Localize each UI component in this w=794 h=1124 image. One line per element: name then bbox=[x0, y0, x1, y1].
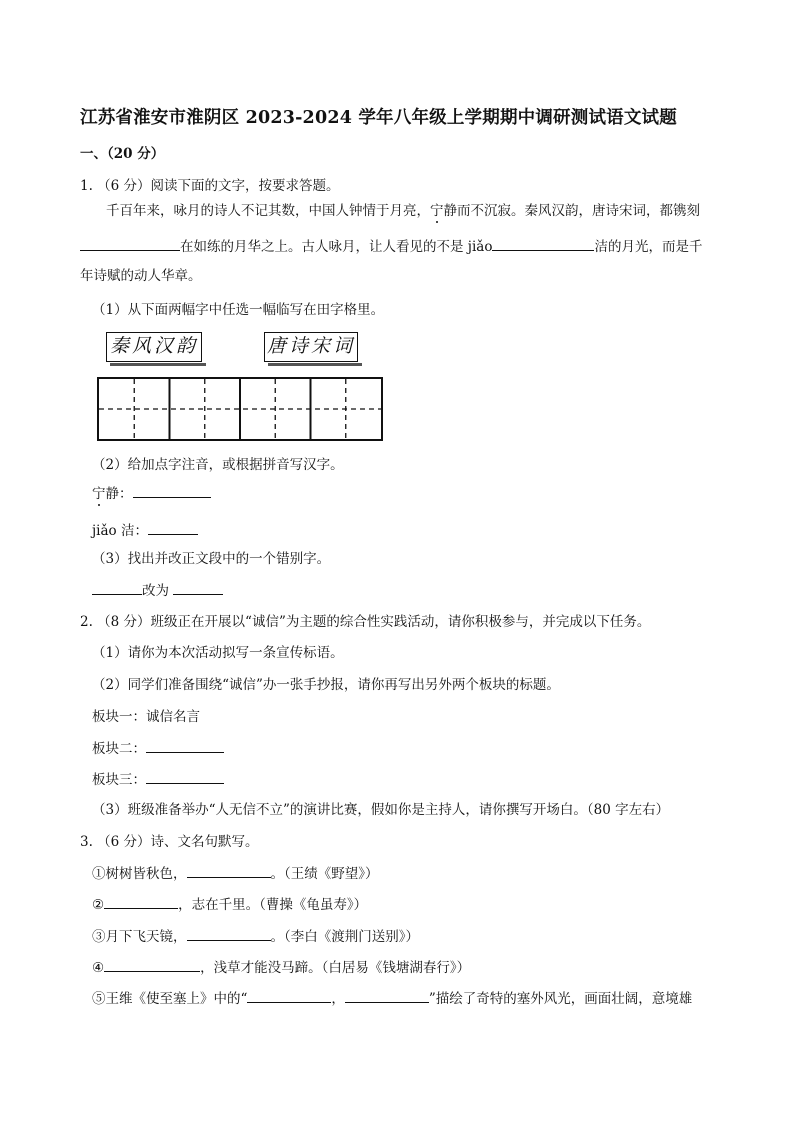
section-heading: 一、（20 分） bbox=[80, 146, 165, 162]
q1-heading: 1. （6 分）阅读下面的文字，按要求答题。 bbox=[80, 178, 340, 194]
calligraphy-text: 唐诗宋词 bbox=[266, 335, 355, 357]
q1-passage-text: 在如练的月华之上。古人咏月，让人看见的不是 jiǎo bbox=[180, 239, 493, 255]
answer-blank[interactable] bbox=[148, 522, 198, 535]
calligraphy-text: 秦风汉韵 bbox=[109, 335, 198, 357]
answer-blank[interactable] bbox=[80, 238, 180, 251]
q1-ning-line bbox=[92, 485, 211, 502]
dotted-char: 宁 bbox=[92, 486, 106, 502]
q3-text: ①树树皆秋色， bbox=[92, 866, 187, 882]
q3-line2 bbox=[92, 896, 367, 913]
q3-line4 bbox=[92, 959, 470, 976]
q1-passage-line3: 年诗赋的动人华章。 bbox=[80, 268, 202, 284]
answer-blank[interactable] bbox=[187, 928, 271, 941]
q3-line3 bbox=[92, 928, 419, 945]
q3-text: ③月下飞天镜， bbox=[92, 929, 187, 945]
answer-blank[interactable] bbox=[247, 990, 331, 1003]
dotted-char: 宁 bbox=[430, 203, 444, 219]
q1-passage-text: 静而不沉寂。秦风汉韵，唐诗宋词，都镌刻 bbox=[443, 203, 700, 219]
tianzige-lines bbox=[99, 379, 381, 439]
q1-sub2: （2）给加点字注音，或根据拼音写汉字。 bbox=[92, 457, 344, 473]
q3-text: ④ bbox=[92, 960, 105, 976]
q2-sub2: （2）同学们准备围绕“诚信”办一张手抄报，请你再写出另外两个板块的标题。 bbox=[92, 677, 560, 693]
answer-blank[interactable] bbox=[104, 959, 200, 972]
q1-passage-text: 洁的月光，而是千 bbox=[594, 239, 703, 255]
answer-blank[interactable] bbox=[146, 740, 224, 753]
q3-text: ， bbox=[331, 991, 345, 1007]
answer-blank[interactable] bbox=[187, 865, 271, 878]
q3-text: ⑤王维《使至塞上》中的“ bbox=[92, 991, 248, 1007]
answer-blank[interactable] bbox=[173, 582, 223, 595]
calligraphy-sample-2 bbox=[264, 332, 358, 362]
q2-block1: 板块一：诚信名言 bbox=[92, 709, 200, 725]
block3-label: 板块三： bbox=[92, 772, 146, 788]
tianzige-grid[interactable] bbox=[97, 377, 383, 441]
q1-correction-line bbox=[92, 582, 223, 599]
ning-label: 静： bbox=[105, 486, 133, 502]
q3-text: ，志在千里。（曹操《龟虽寿》） bbox=[178, 897, 368, 913]
answer-blank[interactable] bbox=[104, 896, 178, 909]
q3-text: ”描绘了奇特的塞外风光，画面壮阔，意境雄 bbox=[428, 991, 693, 1007]
q2-block3-line bbox=[92, 771, 224, 788]
answer-blank[interactable] bbox=[146, 771, 224, 784]
q1-sub1: （1）从下面两幅字中任选一幅临写在田字格里。 bbox=[92, 302, 385, 318]
answer-blank[interactable] bbox=[492, 238, 594, 251]
q1-jiao-line bbox=[92, 522, 198, 539]
q3-text: ② bbox=[92, 897, 105, 913]
q3-line5 bbox=[92, 990, 692, 1007]
q1-passage-line2 bbox=[80, 238, 702, 255]
q2-block2-line bbox=[92, 740, 224, 757]
q3-text: 。（李白《渡荆门送别》） bbox=[270, 929, 419, 945]
q3-heading: 3. （6 分）诗、文名句默写。 bbox=[80, 834, 259, 850]
q2-sub1: （1）请你为本次活动拟写一条宣传标语。 bbox=[92, 645, 344, 661]
q3-line1 bbox=[92, 865, 379, 882]
answer-blank[interactable] bbox=[133, 485, 211, 498]
q1-passage-text: 千百年来，咏月的诗人不记其数，中国人钟情于月亮， bbox=[106, 203, 430, 219]
correction-label: 改为 bbox=[142, 583, 169, 599]
block2-label: 板块二： bbox=[92, 741, 146, 757]
answer-blank[interactable] bbox=[92, 582, 142, 595]
q1-sub3: （3）找出并改正文段中的一个错别字。 bbox=[92, 551, 331, 567]
page-title: 江苏省淮安市淮阴区 2023-2024 学年八年级上学期期中调研测试语文试题 bbox=[80, 108, 677, 128]
jiao-label: jiǎo 洁： bbox=[92, 523, 148, 539]
q1-passage-line1 bbox=[106, 203, 700, 219]
q3-text: ，浅草才能没马蹄。（白居易《钱塘湖春行》） bbox=[200, 960, 471, 976]
q3-text: 。（王绩《野望》） bbox=[270, 866, 379, 882]
q2-heading: 2. （8 分）班级正在开展以“诚信”为主题的综合性实践活动，请你积极参与，并完成以下任务。 bbox=[80, 614, 651, 630]
calligraphy-sample-1 bbox=[106, 332, 202, 362]
q2-sub3: （3）班级准备举办“人无信不立”的演讲比赛，假如你是主持人，请你撰写开场白。（80 字左右） bbox=[92, 802, 670, 818]
answer-blank[interactable] bbox=[345, 990, 429, 1003]
